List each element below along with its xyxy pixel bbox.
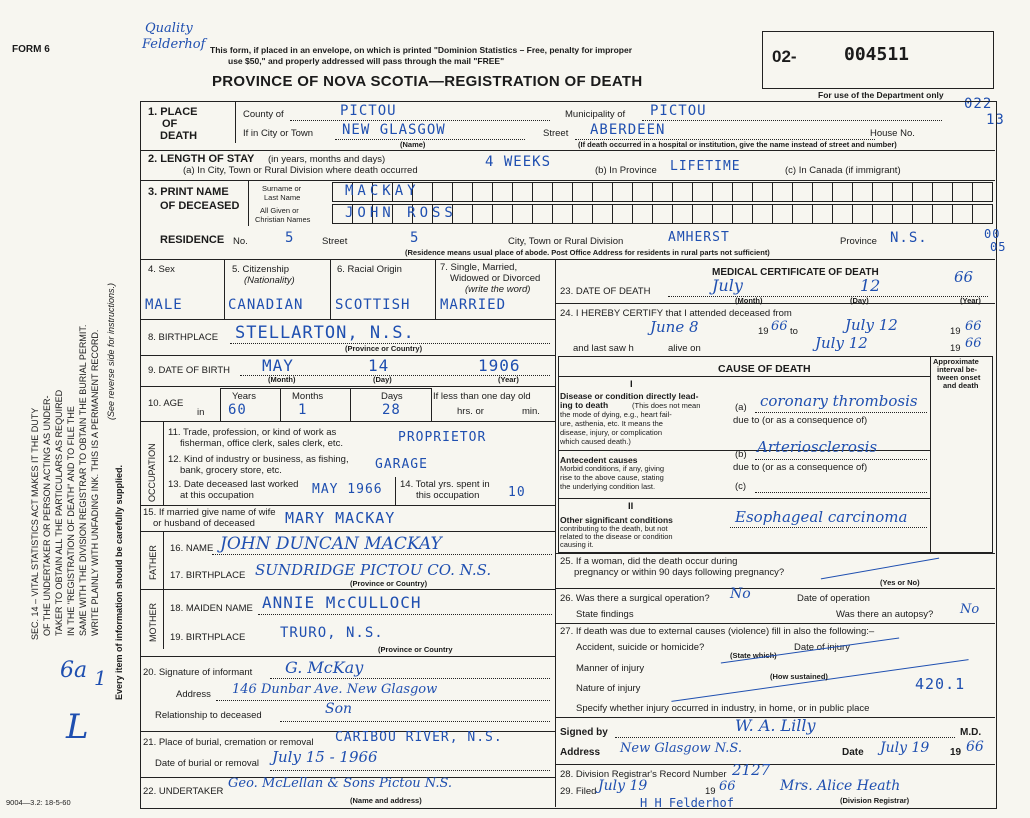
- surname-label-1: Surname or: [262, 184, 302, 193]
- other-conditions-line-3: related to the disease or condition: [560, 532, 673, 541]
- sec14-line-2: OF THE UNDERTAKER OR PERSON ACTING AS UNDER-: [42, 395, 52, 636]
- occupation-11-line-1: 11. Trade, profession, or kind of work as: [168, 427, 337, 438]
- print-name-label-1: 3. PRINT NAME: [148, 186, 229, 198]
- autopsy-label: Was there an autopsy?: [836, 609, 934, 620]
- antecedent-line-2: Morbid conditions, if any, giving: [560, 464, 665, 473]
- birthplace-label: 8. BIRTHPLACE: [148, 332, 219, 343]
- sex-label: 4. Sex: [148, 264, 175, 275]
- mother-birthplace-value: TRURO, N.S.: [280, 625, 384, 641]
- nature-of-injury-label: Nature of injury: [576, 683, 641, 694]
- father-side-label: FATHER: [148, 545, 158, 580]
- residence-province-label: Province: [840, 236, 877, 247]
- burial-date-value: July 15 - 1966: [272, 748, 378, 766]
- place-of-death-label-2: OF: [162, 118, 178, 130]
- stay-a-label: (a) In City, Town or Rural Division where death occurred: [183, 165, 418, 176]
- hours-label: hrs. or: [457, 406, 484, 417]
- occupation-14-value: 10: [508, 485, 526, 500]
- place-of-death-label-3: DEATH: [160, 130, 198, 142]
- informant-signature-label: 20. Signature of informant: [143, 667, 253, 678]
- state-findings-label: State findings: [576, 609, 634, 620]
- last-saw-19: 19: [950, 343, 961, 354]
- residence-street-label: Street: [322, 236, 348, 247]
- informant-address-value: 146 Dunbar Ave. New Glasgow: [232, 682, 438, 697]
- form-code: 9004—3.2: 18-5-60: [6, 798, 71, 807]
- city-value: NEW GLASGOW: [342, 122, 446, 138]
- age-days-label: Days: [381, 391, 403, 402]
- marital-label-2: Widowed or Divorced: [450, 273, 541, 284]
- handwritten-right-code-1: 00: [984, 227, 1001, 241]
- attended-from-year: 66: [771, 319, 788, 334]
- given-names-label-1: All Given or: [260, 206, 299, 215]
- mother-birthplace-label: 19. BIRTHPLACE: [170, 632, 246, 643]
- dob-month-value: MAY: [262, 356, 294, 375]
- autopsy-value: No: [960, 602, 980, 617]
- residence-label: RESIDENCE: [160, 234, 225, 246]
- attended-to-label: to: [790, 326, 798, 337]
- antecedent-line-3: rise to the above cause, stating: [560, 473, 664, 482]
- municipality-value: PICTOU: [650, 103, 707, 119]
- stay-b-label: (b) In Province: [595, 165, 657, 176]
- disease-line-6: disease, injury, or complication: [560, 428, 662, 437]
- interval-label-1: Approximate: [933, 357, 979, 366]
- medical-certificate-title: MEDICAL CERTIFICATE OF DEATH: [712, 267, 879, 278]
- other-conditions-line-1: Other significant conditions: [560, 515, 673, 525]
- given-names-label-2: Christian Names: [255, 215, 311, 224]
- how-sustained-caption: (How sustained): [770, 672, 828, 681]
- residence-no-label: No.: [233, 236, 248, 247]
- handwritten-corner-note-1: Quality: [145, 21, 193, 36]
- birthplace-caption: (Province or Country): [345, 344, 423, 353]
- birthplace-value: STELLARTON, N.S.: [235, 323, 415, 343]
- occupation-13-line-2: at this occupation: [180, 490, 254, 501]
- minutes-label: min.: [522, 406, 540, 417]
- age-in-label: in: [197, 407, 205, 418]
- residence-city-label: City, Town or Rural Division: [508, 236, 624, 247]
- occupation-14-line-1: 14. Total yrs. spent in: [400, 479, 490, 490]
- mother-side-label: MOTHER: [148, 603, 158, 642]
- handwritten-right-code-2: 05: [990, 240, 1007, 254]
- q26-label: 26. Was there a surgical operation?: [560, 593, 710, 604]
- residence-note: (Residence means usual place of abode. Post Office Address for residents in rural parts not sufficient): [405, 248, 770, 257]
- place-of-death-label-1: 1. PLACE: [148, 106, 198, 118]
- sec14-line-4: IN THE "REGISTRATION OF DEATH" AND TO FILE THE: [66, 406, 76, 636]
- operation-date-label: Date of operation: [797, 593, 870, 604]
- disease-line-4: the mode of dying, e.g., heart fail-: [560, 410, 672, 419]
- due-to-label-1: due to (or as a consequence of): [733, 415, 868, 426]
- signed-date-label: Date: [842, 747, 864, 758]
- burial-place-label: 21. Place of burial, cremation or removal: [143, 737, 314, 748]
- injury-date-label: Date of injury: [794, 642, 850, 653]
- maiden-name-value: ANNIE McCULLOCH: [262, 593, 422, 612]
- nature-of-injury-value: 420.1: [915, 675, 966, 693]
- accident-label: Accident, suicide or homicide?: [576, 642, 705, 653]
- last-saw-value: July 12: [815, 334, 868, 352]
- disease-line-2: ing to death: [560, 400, 609, 410]
- antecedent-line-4: the underlying condition last.: [560, 482, 656, 491]
- reverse-side-note: (See reverse side for instructions.): [106, 282, 116, 420]
- signed-by-value: W. A. Lilly: [735, 716, 816, 735]
- dob-year-caption: (Year): [498, 375, 519, 384]
- part-i-label: I: [630, 379, 633, 390]
- occupation-11-value: PROPRIETOR: [398, 430, 487, 445]
- q25-yes-no-caption: (Yes or No): [880, 578, 920, 587]
- attended-from-value: June 8: [650, 318, 699, 336]
- occupation-12-value: GARAGE: [375, 457, 428, 472]
- burial-place-value: CARIBOU RIVER, N.S.: [335, 730, 503, 745]
- marital-value: MARRIED: [440, 297, 507, 313]
- q28-label: 28. Division Registrar's Record Number: [560, 769, 727, 780]
- q28-value: 2127: [732, 761, 771, 779]
- disease-line-1: Disease or condition directly lead-: [560, 391, 699, 401]
- relationship-value: Son: [325, 701, 353, 717]
- racial-origin-value: SCOTTISH: [335, 297, 411, 313]
- form-title: PROVINCE OF NOVA SCOTIA—REGISTRATION OF DEATH: [212, 73, 643, 90]
- q25-line-1: 25. If a woman, did the death occur during: [560, 556, 738, 567]
- department-code-2: 13: [986, 112, 1005, 128]
- surname-value: MACKAY: [345, 183, 420, 199]
- street-label: Street: [543, 128, 569, 139]
- occupation-13-value: MAY 1966: [312, 482, 383, 497]
- surname-label-2: Last Name: [264, 193, 301, 202]
- sec14-line-5: SAME WITH THE DIVISION REGISTRAR TO OBTAIN THE BURIAL PERMIT.: [78, 324, 88, 636]
- other-conditions-value: Esophageal carcinoma: [735, 508, 908, 526]
- occupation-12-line-2: bank, grocery store, etc.: [180, 465, 282, 476]
- residence-street-value: 5: [410, 230, 420, 246]
- marital-label-3: (write the word): [465, 284, 531, 295]
- death-year-value: 66: [954, 268, 974, 286]
- stay-a-value: 4 WEEKS: [485, 154, 552, 170]
- informant-address-label: Address: [176, 689, 211, 700]
- length-of-stay-label: 2. LENGTH OF STAY: [148, 153, 255, 165]
- cause-b-label: (b): [735, 449, 747, 460]
- age-years-label: Years: [232, 391, 256, 402]
- interval-label-2: interval be-: [937, 365, 978, 374]
- given-names-value: JOHN ROSS: [345, 205, 457, 221]
- cause-of-death-title: CAUSE OF DEATH: [718, 363, 811, 375]
- county-value: PICTOU: [340, 103, 397, 119]
- citizenship-sub: (Nationality): [244, 275, 295, 286]
- state-which-caption: (State which): [730, 651, 777, 660]
- death-day-caption: (Day): [850, 296, 869, 305]
- occupation-side-label: OCCUPATION: [147, 443, 157, 502]
- death-month-value: July: [712, 276, 743, 295]
- interval-label-4: and death: [943, 381, 979, 390]
- disease-line-7: which caused death.): [560, 437, 631, 446]
- other-conditions-line-2: contributing to the death, but not: [560, 524, 668, 533]
- cause-b-value: Arteriosclerosis: [757, 438, 878, 456]
- death-year-caption: (Year): [960, 296, 981, 305]
- part-ii-label: II: [628, 501, 634, 512]
- occupation-13-line-1: 13. Date deceased last worked: [168, 479, 299, 490]
- q29-19: 19: [705, 786, 716, 797]
- mail-notice-line-1: This form, if placed in an envelope, on which is printed "Dominion Statistics – Free, penalty for improper: [210, 45, 633, 55]
- q25-line-2: pregnancy or within 90 days following pregnancy?: [574, 567, 785, 578]
- citizenship-value: CANADIAN: [228, 297, 304, 313]
- sec14-line-1: SEC. 14 – VITAL STATISTICS ACT MAKES IT THE DUTY: [30, 407, 40, 640]
- md-label: M.D.: [960, 727, 982, 738]
- stay-c-label: (c) In Canada (if immigrant): [785, 165, 901, 176]
- residence-province-value: N.S.: [890, 230, 928, 246]
- father-birthplace-label: 17. BIRTHPLACE: [170, 570, 246, 581]
- handwritten-margin-mark-1: 6a: [60, 658, 88, 683]
- dob-month-caption: (Month): [268, 375, 296, 384]
- disease-line-5: ure, asthenia, etc. It means the: [560, 419, 663, 428]
- signed-date-year: 66: [966, 739, 984, 755]
- surname-grid: [332, 182, 993, 202]
- father-birthplace-value: SUNDRIDGE PICTOU CO. N.S.: [255, 561, 492, 579]
- age-months-value: 1: [298, 402, 308, 418]
- burial-date-label: Date of burial or removal: [155, 758, 260, 769]
- less-than-one-day-label: If less than one day old: [433, 391, 531, 402]
- signed-date-value: July 19: [880, 740, 930, 756]
- q27-label: 27. If death was due to external causes (violence) fill in also the following:–: [560, 626, 875, 637]
- interval-label-3: tween onset: [937, 373, 981, 382]
- registration-prefix: 02-: [772, 47, 797, 66]
- department-code-1: 022: [964, 96, 993, 112]
- spouse-label-2: or husband of deceased: [153, 518, 255, 529]
- attended-to-value: July 12: [845, 316, 898, 334]
- handwritten-margin-mark-2: 1: [94, 666, 107, 690]
- department-use-caption: For use of the Department only: [818, 90, 944, 100]
- residence-no-value: 5: [285, 230, 295, 246]
- division-registrar-caption: (Division Registrar): [840, 796, 910, 805]
- handwritten-corner-note-2: Felderhof: [142, 37, 206, 52]
- age-label: 10. AGE: [148, 398, 184, 409]
- spouse-value: MARY MACKAY: [285, 509, 396, 527]
- racial-origin-label: 6. Racial Origin: [337, 264, 402, 275]
- disease-line-3: (This does not mean: [632, 401, 701, 410]
- cause-a-label: (a): [735, 402, 747, 413]
- attendance-label: 24. I HEREBY CERTIFY that I attended deceased from: [560, 308, 792, 319]
- attended-to-year: 66: [965, 319, 982, 334]
- physician-address-label: Address: [560, 747, 601, 758]
- antecedent-line-1: Antecedent causes: [560, 455, 638, 465]
- handwritten-margin-mark-3: L: [66, 707, 89, 747]
- manner-of-injury-label: Manner of injury: [576, 663, 645, 674]
- age-months-label: Months: [292, 391, 324, 402]
- q29-year: 66: [719, 779, 736, 794]
- undertaker-label: 22. UNDERTAKER: [143, 786, 224, 797]
- q26-value: No: [730, 586, 751, 602]
- county-label: County of: [243, 109, 284, 120]
- city-name-caption: (Name): [400, 140, 426, 149]
- felderhof-annotation: H H Felderhof: [640, 796, 734, 810]
- attended-from-19: 19: [758, 326, 769, 337]
- alive-on-label: alive on: [668, 343, 701, 354]
- city-label: If in City or Town: [243, 128, 314, 139]
- father-name-label: 16. NAME: [170, 543, 214, 554]
- every-item-note: Every item of information should be carefully supplied.: [114, 464, 124, 700]
- occupation-11-line-2: fisherman, office clerk, sales clerk, etc.: [180, 438, 343, 449]
- residence-city-value: AMHERST: [668, 230, 730, 245]
- father-name-value: JOHN DUNCAN MACKAY: [220, 534, 442, 554]
- sec14-line-6: WRITE PLAINLY WITH UNFADING INK. THIS IS A PERMANENT RECORD.: [90, 329, 100, 636]
- age-years-value: 60: [228, 402, 247, 418]
- date-of-death-label: 23. DATE OF DEATH: [560, 286, 651, 297]
- citizenship-label: 5. Citizenship: [232, 264, 290, 275]
- mother-birthplace-caption: (Province or Country: [378, 645, 453, 654]
- last-saw-year: 66: [965, 336, 982, 351]
- cause-c-label: (c): [735, 481, 747, 492]
- specify-injury-label: Specify whether injury occurred in industry, in home, or in public place: [576, 703, 870, 714]
- dob-year-value: 1906: [478, 356, 521, 375]
- division-registrar-signature: Mrs. Alice Heath: [780, 778, 901, 794]
- registration-number: 004511: [844, 44, 910, 65]
- q29-date-value: July 19: [598, 778, 648, 794]
- age-days-value: 28: [382, 402, 401, 418]
- informant-signature-value: G. McKay: [285, 658, 364, 677]
- cause-a-value: coronary thrombosis: [760, 392, 918, 410]
- municipality-label: Municipality of: [565, 109, 626, 120]
- q29-label: 29. Filed: [560, 786, 597, 797]
- sec14-line-3: TAKER TO OBTAIN ALL THE PARTICULARS AS REQUIRED: [54, 389, 64, 636]
- due-to-label-2: due to (or as a consequence of): [733, 462, 868, 473]
- physician-address-value: New Glasgow N.S.: [620, 741, 742, 756]
- occupation-12-line-1: 12. Kind of industry or business, as fishing,: [168, 454, 349, 465]
- death-month-caption: (Month): [735, 296, 763, 305]
- occupation-14-line-2: this occupation: [416, 490, 480, 501]
- signed-date-19: 19: [950, 747, 962, 758]
- stay-b-value: LIFETIME: [670, 159, 741, 174]
- father-birthplace-caption: (Province or Country): [350, 579, 428, 588]
- form-number: FORM 6: [12, 44, 50, 55]
- hospital-note: (If death occurred in a hospital or institution, give the name instead of street and number): [578, 140, 897, 149]
- dob-day-caption: (Day): [373, 375, 392, 384]
- street-value: ABERDEEN: [590, 122, 666, 138]
- undertaker-caption: (Name and address): [350, 796, 422, 805]
- last-saw-label: and last saw h: [573, 343, 634, 354]
- other-conditions-line-4: causing it.: [560, 540, 594, 549]
- undertaker-value: Geo. McLellan & Sons Pictou N.S.: [228, 776, 453, 791]
- print-name-label-2: OF DECEASED: [160, 200, 240, 212]
- length-of-stay-sub: (in years, months and days): [268, 154, 386, 165]
- mail-notice-line-2: use $50," and properly addressed will pass through the mail "FREE": [228, 56, 505, 66]
- relationship-label: Relationship to deceased: [155, 710, 262, 721]
- date-of-birth-label: 9. DATE OF BIRTH: [148, 365, 230, 376]
- maiden-name-label: 18. MAIDEN NAME: [170, 603, 253, 614]
- death-day-value: 12: [860, 276, 881, 295]
- sex-value: MALE: [145, 297, 183, 313]
- dob-day-value: 14: [368, 356, 390, 375]
- attended-to-19: 19: [950, 326, 961, 337]
- signed-by-label: Signed by: [560, 727, 608, 738]
- spouse-label-1: 15. If married give name of wife: [143, 507, 276, 518]
- house-number-label: House No.: [870, 128, 915, 139]
- marital-label-1: 7. Single, Married,: [440, 262, 518, 273]
